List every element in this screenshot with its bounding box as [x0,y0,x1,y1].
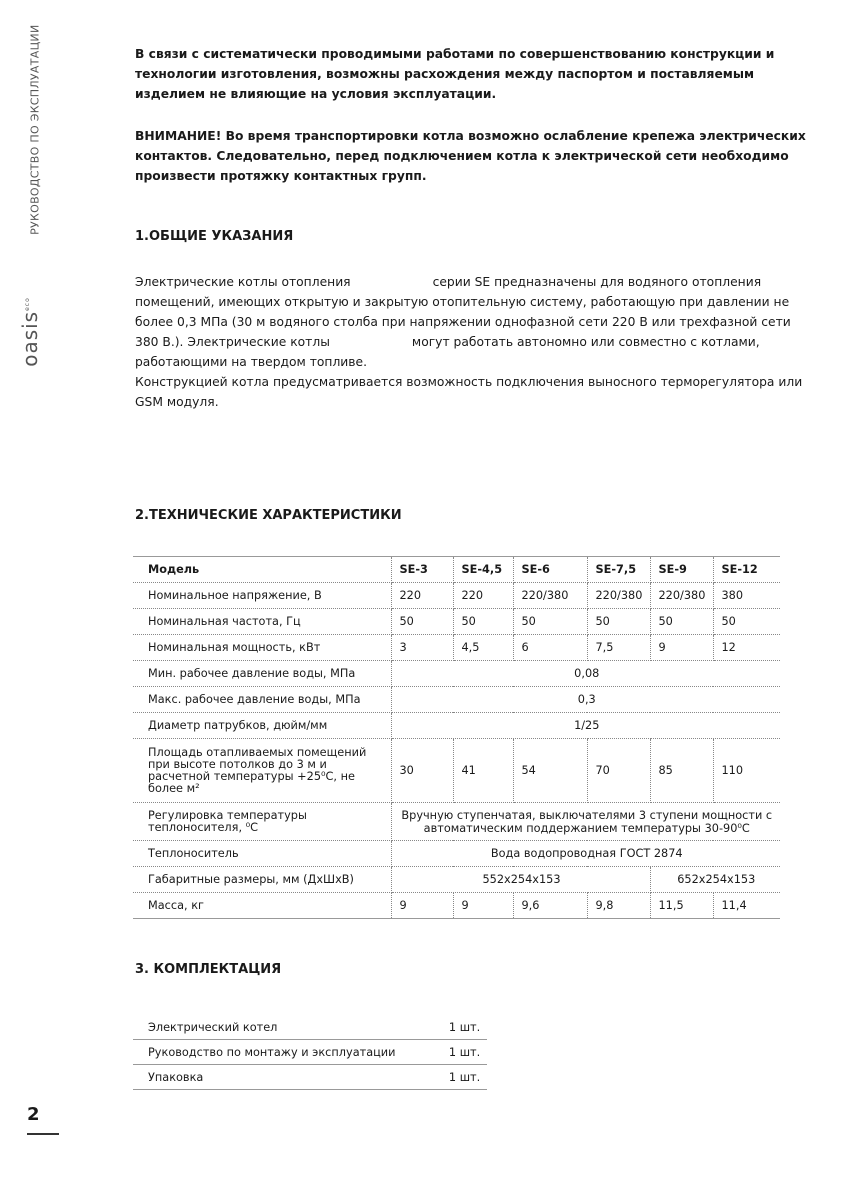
cell: 50 [713,609,780,635]
cell: 220/380 [650,583,713,609]
cell: Электрический котел [133,1015,434,1040]
table-row [133,557,780,583]
cell: 9,6 [513,893,587,919]
cell: 380 [713,583,780,609]
notice-warning: ВНИМАНИЕ! Во время транспортировки котла возможно ослабление крепежа электрических контактов. Следовательно, перед подключением котла к электрической сети необходимо произвести протяжку контактных групп. [135,129,806,183]
cell: Номинальное напряжение, В [133,583,391,609]
cell: Масса, кг [133,893,391,919]
table-row [133,609,780,635]
cell: 9 [391,893,453,919]
cell: 1/25 [391,713,780,739]
table-row [133,661,780,687]
cell: 30 [391,739,453,803]
cell: Макс. рабочее давление воды, МПа [133,687,391,713]
logo-sup: eco [24,297,32,311]
cell: 220 [391,583,453,609]
cell: Упаковка [133,1065,434,1090]
logo-text: oasis [17,310,42,367]
cell: 1 шт. [434,1065,487,1090]
section1-text [135,272,815,412]
notice-revisions: В связи с систематически проводимыми работами по совершенствованию конструкции и технологии изготовления, возможны расхождения между паспортом и поставляемым изделием не влияющие на условия эксплуатации. [135,47,775,101]
cell: 70 [587,739,650,803]
cell: Руководство по монтажу и эксплуатации [133,1040,434,1065]
cell: 11,4 [713,893,780,919]
spec-table [133,556,780,919]
table-row [133,803,780,841]
cell: 1 шт. [434,1015,487,1040]
section1-title: 1.ОБЩИЕ УКАЗАНИЯ [135,229,294,244]
cell: Габаритные размеры, мм (ДхШхВ) [133,867,391,893]
page-number-underline [27,1133,59,1135]
cell: Модель [133,557,391,583]
cell: 1 шт. [434,1040,487,1065]
section3-title: 3. КОМПЛЕКТАЦИЯ [135,962,282,977]
table-row [133,1065,487,1090]
table-row [133,713,780,739]
cell: 50 [513,609,587,635]
p1b: серии SE предназначены для водяного отопления помещений, имеющих открытую и закрытую отопительную систему, работающую при давлении не более 0,3 МПа (30 м водяного столба при напряжении однофазной сети 220 В или трехфазной сети 380 В.). Электрические котлы [135,275,791,349]
cell: 9,8 [587,893,650,919]
sidebar-title: РУКОВОДСТВО ПО ЭКСПЛУАТАЦИИ [28,24,42,235]
cell: Регулировка температуры теплоносителя, ⁰С [133,803,391,841]
cell: Площадь отапливаемых помещений при высоте потолков до 3 м и расчетной температуры +25⁰С, не более м² [133,739,391,803]
cell: 9 [453,893,513,919]
cell: SE-4,5 [453,557,513,583]
cell: 652x254x153 [650,867,780,893]
cell: SE-12 [713,557,780,583]
cell: 41 [453,739,513,803]
cell: 85 [650,739,713,803]
table-row [133,583,780,609]
cell: SE-9 [650,557,713,583]
oasis-logo [18,297,42,367]
cell: 220 [453,583,513,609]
cell: Вода водопроводная ГОСТ 2874 [391,841,780,867]
cell: 3 [391,635,453,661]
cell: 50 [453,609,513,635]
p1c: могут работать автономно или совместно с котлами, работающими на твердом топливе. [135,335,760,369]
section2-title: 2.ТЕХНИЧЕСКИЕ ХАРАКТЕРИСТИКИ [135,508,402,523]
cell: 7,5 [587,635,650,661]
cell: 0,3 [391,687,780,713]
cell: 50 [587,609,650,635]
cell: SE-6 [513,557,587,583]
p2: Конструкцией котла предусматривается возможность подключения выносного терморегулятора или GSM модуля. [135,375,803,409]
cell: 220/380 [513,583,587,609]
cell: Номинальная частота, Гц [133,609,391,635]
table-row [133,1015,487,1040]
cell: 50 [391,609,453,635]
table-row [133,867,780,893]
cell: 0,08 [391,661,780,687]
sidebar [17,20,45,367]
cell: 9 [650,635,713,661]
table-row [133,739,780,803]
table-row [133,893,780,919]
page-number: 2 [27,1104,40,1125]
cell: 552x254x153 [391,867,650,893]
cell: Вручную ступенчатая, выключателями 3 ступени мощности с автоматическим поддержанием температуры 30-90⁰С [391,803,780,841]
table-row [133,841,780,867]
kit-table [133,1015,487,1090]
cell: Мин. рабочее давление воды, МПа [133,661,391,687]
p1a: Электрические котлы отопления [135,275,351,289]
cell: 110 [713,739,780,803]
cell: 54 [513,739,587,803]
table-row [133,687,780,713]
table-row [133,1040,487,1065]
cell: 4,5 [453,635,513,661]
cell: Теплоноситель [133,841,391,867]
cell: 50 [650,609,713,635]
cell: Диаметр патрубков, дюйм/мм [133,713,391,739]
cell: SE-7,5 [587,557,650,583]
table-row [133,635,780,661]
cell: 6 [513,635,587,661]
cell: SE-3 [391,557,453,583]
cell: 12 [713,635,780,661]
cell: 220/380 [587,583,650,609]
cell: Номинальная мощность, кВт [133,635,391,661]
cell: 11,5 [650,893,713,919]
